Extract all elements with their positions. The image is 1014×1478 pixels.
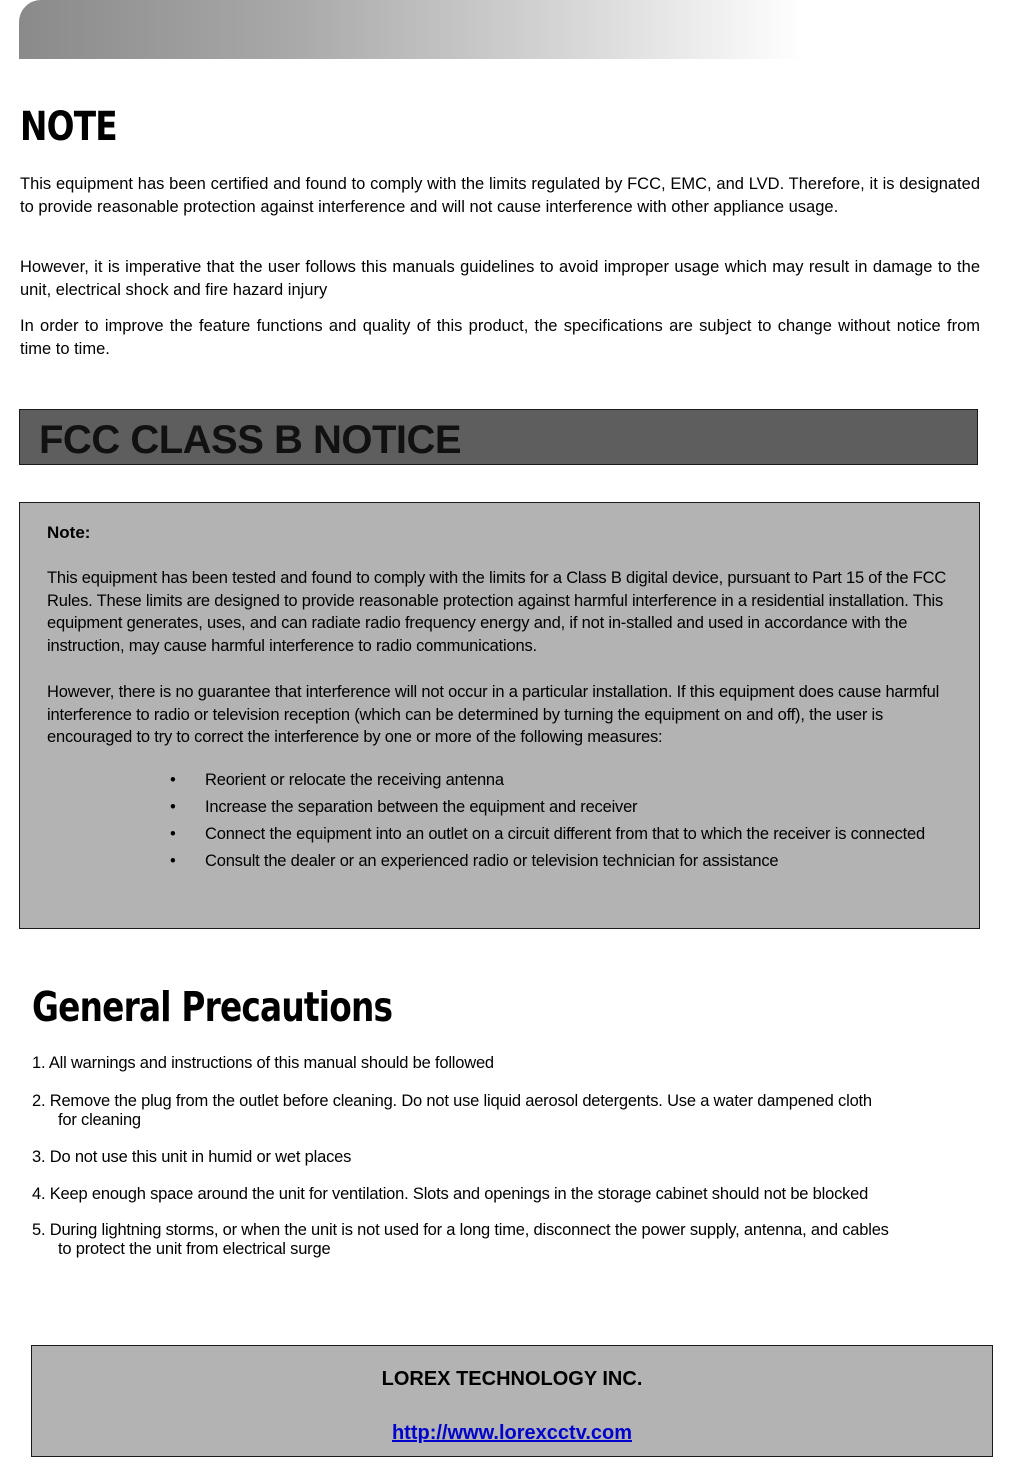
measure-text: Reorient or relocate the receiving antenna — [205, 771, 504, 789]
note-paragraph-3: In order to improve the feature functions and quality of this product, the specifications are subject to change without notice from time to time. — [20, 317, 980, 358]
precaution-line: 3. Do not use this unit in humid or wet places — [32, 1148, 352, 1166]
fcc-paragraph-1: This equipment has been tested and found to comply with the limits for a Class B digital device, pursuant to Part 15 of the FCC Rules. These limits are designed to provide reasonable protection against harmful interference in a residential installation. This equipment generates, uses, and can radiate radio frequency energy and, if not in-stalled and used in accordance with the instruction, may cause harmful interference to radio communications. — [47, 569, 947, 655]
note-paragraph-1: This equipment has been certified and found to comply with the limits regulated by FCC, EMC, and LVD. Therefore, it is designated to provide reasonable protection against interference and will not cause interference with other appliance usage. — [20, 175, 980, 216]
note-paragraph-2: However, it is imperative that the user follows this manuals guidelines to avoid improper usage which may result in damage to the unit, electrical shock and fire hazard injury — [20, 258, 980, 299]
fcc-notice-box — [19, 502, 980, 929]
fcc-measures-list — [170, 769, 950, 877]
list-item — [32, 1185, 868, 1204]
bullet-icon: • — [170, 771, 176, 789]
bullet-icon: • — [170, 798, 176, 816]
measure-text: Increase the separation between the equipment and receiver — [205, 798, 638, 816]
list-item — [170, 850, 950, 873]
precaution-continuation: to protect the unit from electrical surge — [58, 1240, 331, 1258]
bullet-icon: • — [170, 825, 176, 843]
precaution-line: 2. Remove the plug from the outlet before cleaning. Do not use liquid aerosol detergents. Use a water dampened cloth — [32, 1092, 872, 1110]
bullet-icon: • — [170, 852, 176, 870]
measure-text: Consult the dealer or an experienced radio or television technician for assistance — [205, 852, 779, 870]
list-item — [32, 1054, 494, 1073]
fcc-banner — [19, 409, 978, 465]
footer-box — [31, 1345, 993, 1457]
fcc-note-label: Note: — [47, 523, 91, 542]
list-item — [32, 1148, 351, 1167]
list-item — [170, 823, 950, 846]
fcc-banner-title: FCC CLASS B NOTICE — [39, 418, 462, 462]
precaution-line: 5. During lightning storms, or when the unit is not used for a long time, disconnect the power supply, antenna, and cables — [32, 1221, 889, 1239]
precaution-line: 1. All warnings and instructions of this manual should be followed — [32, 1054, 494, 1072]
company-name: LOREX TECHNOLOGY INC. — [381, 1368, 643, 1390]
measure-text: Connect the equipment into an outlet on a circuit different from that to which the receiver is connected — [205, 825, 925, 843]
precaution-continuation: for cleaning — [58, 1111, 141, 1129]
list-item — [170, 769, 950, 792]
precaution-line: 4. Keep enough space around the unit for ventilation. Slots and openings in the storage cabinet should not be blocked — [32, 1185, 869, 1203]
website-link[interactable]: http://www.lorexcctv.com — [391, 1422, 633, 1444]
list-item — [32, 1221, 889, 1259]
list-item — [170, 796, 950, 819]
list-item — [32, 1092, 872, 1130]
precautions-heading: General Precautions — [32, 983, 393, 1031]
header-gradient-bar — [19, 0, 804, 59]
note-heading: NOTE — [20, 104, 117, 150]
fcc-paragraph-2: However, there is no guarantee that interference will not occur in a particular installation. If this equipment does cause harmful interference to radio or television reception (which can be determined by turning the equipment on and off), the user is encouraged to try to correct the interference by one or more of the following measures: — [47, 683, 940, 746]
